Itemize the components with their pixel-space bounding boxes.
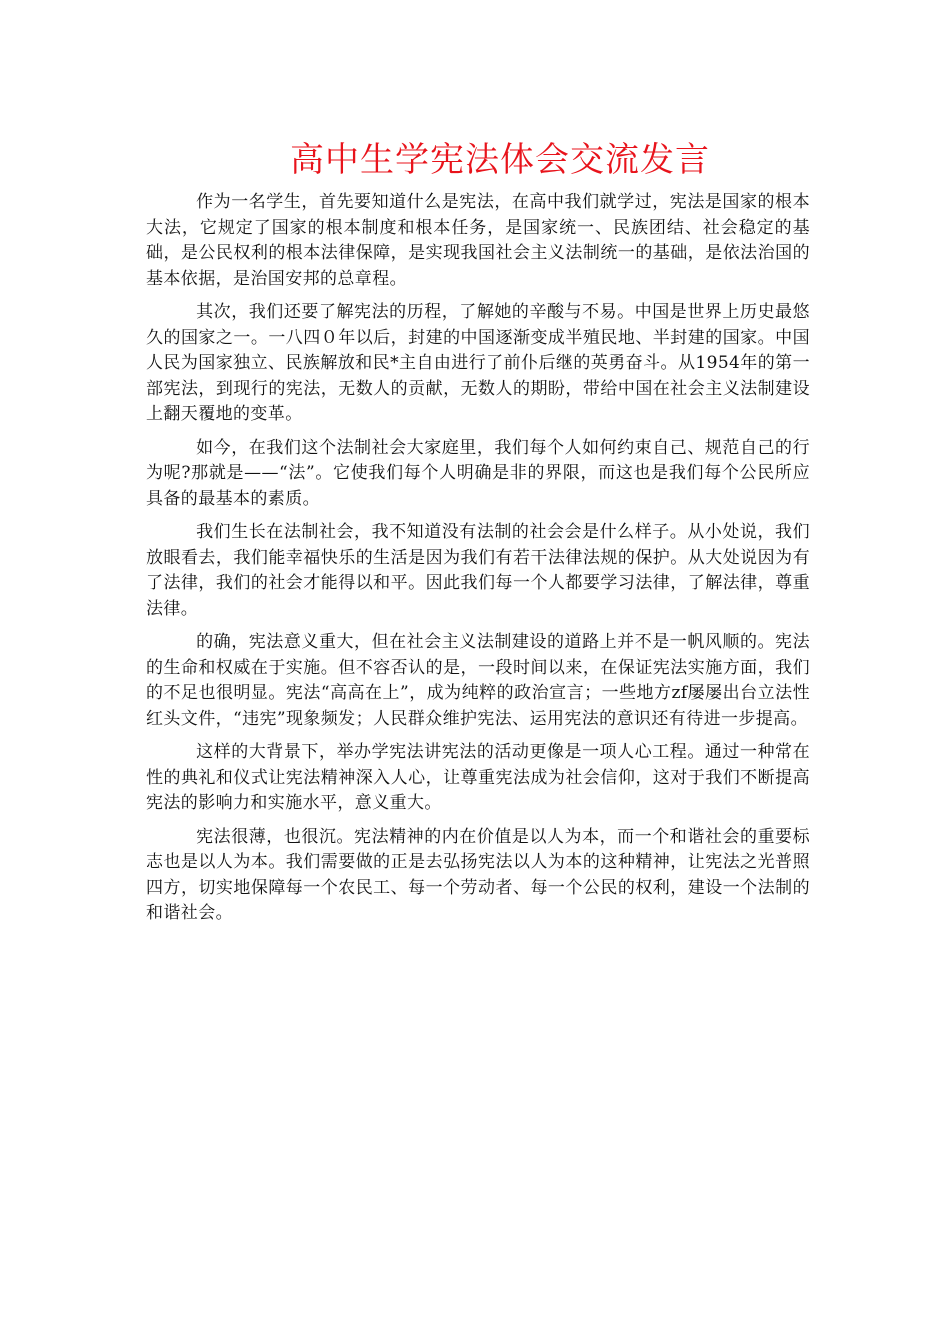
body-paragraph: 我们生长在法制社会，我不知道没有法制的社会会是什么样子。从小处说，我们放眼看去，我们能幸福快乐的生活是因为我们有若干法律法规的保护。从大处说因为有了法律，我们的社会才能得以和平。因此我们每一个人都要学习法律，了解法律，尊重法律。: [146, 522, 810, 619]
document-body: [146, 190, 810, 935]
body-paragraph: 这样的大背景下，举办学宪法讲宪法的活动更像是一项人心工程。通过一种常在性的典礼和仪式让宪法精神深入人心，让尊重宪法成为社会信仰，这对于我们不断提高宪法的影响力和实施水平，意义重大。: [146, 742, 810, 813]
document-title: 高中生学宪法体会交流发言: [290, 140, 710, 180]
body-paragraph: 如今，在我们这个法制社会大家庭里，我们每个人如何约束自己、规范自己的行为呢?那就是——“法”。它使我们每个人明确是非的界限，而这也是我们每个公民所应具备的最基本的素质。: [146, 437, 810, 509]
body-paragraph: 其次，我们还要了解宪法的历程，了解她的辛酸与不易。中国是世界上历史最悠久的国家之一。一八四０年以后，封建的中国逐渐变成半殖民地、半封建的国家。中国人民为国家独立、民族解放和民*主自由进行了前仆后继的英勇奋斗。从1954年的第一部宪法，到现行的宪法，无数人的贡献，无数人的期盼，带给中国在社会主义法制建设上翻天覆地的变革。: [146, 302, 810, 424]
body-paragraph: 的确，宪法意义重大，但在社会主义法制建设的道路上并不是一帆风顺的。宪法的生命和权威在于实施。但不容否认的是，一段时间以来，在保证宪法实施方面，我们的不足也很明显。宪法“高高在上”，成为纯粹的政治宣言；一些地方zf屡屡出台立法性红头文件，“违宪”现象频发；人民群众维护宪法、运用宪法的意识还有待进一步提高。: [146, 632, 810, 729]
body-paragraph: 作为一名学生，首先要知道什么是宪法，在高中我们就学过，宪法是国家的根本大法，它规定了国家的根本制度和根本任务，是国家统一、民族团结、社会稳定的基础，是公民权利的根本法律保障，是实现我国社会主义法制统一的基础，是依法治国的基本依据，是治国安邦的总章程。: [146, 192, 810, 289]
body-paragraph: 宪法很薄，也很沉。宪法精神的内在价值是以人为本，而一个和谐社会的重要标志也是以人为本。我们需要做的正是去弘扬宪法以人为本的这种精神，让宪法之光普照四方，切实地保障每一个农民工、每一个劳动者、每一个公民的权利，建设一个法制的和谐社会。: [146, 826, 810, 923]
